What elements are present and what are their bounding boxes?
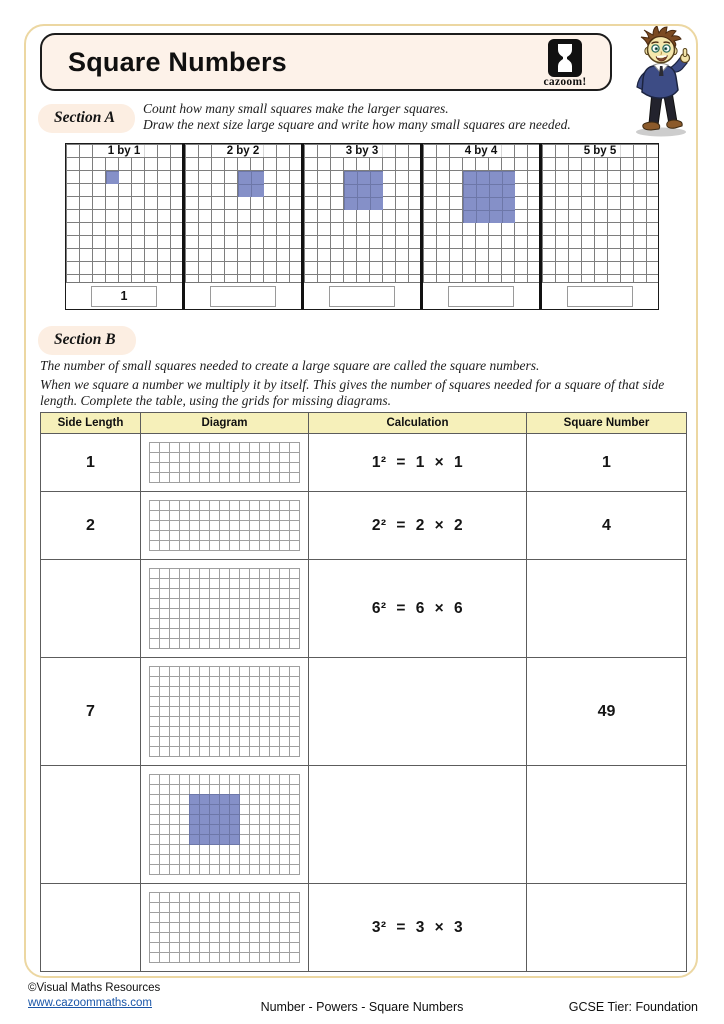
square-numbers-table [40,412,687,972]
square-number-cell: 1 [527,434,687,492]
calculation-cell[interactable] [309,766,527,884]
panel-grid [66,144,182,283]
table-header-row [41,413,687,434]
section-a-instructions [143,101,613,134]
grid-panel-4by4 [423,144,542,309]
shaded-square-4x4 [463,171,515,223]
panel-grid [185,144,301,283]
section-b-paragraph-2: When we square a number we multiply it by itself. This gives the number of squares needed for a square of that side length. Complete the table, using the grids for missing diagrams. [40,377,665,409]
panel-label: 2 by 2 [223,145,264,157]
table-row [41,658,687,766]
panel-answer-area [66,283,182,309]
side-length-cell: 1 [41,434,141,492]
answer-box[interactable] [210,286,276,307]
diagram-cell [141,658,309,766]
column-header-side-length: Side Length [41,413,141,434]
calculation-cell: 3² = 3 × 3 [309,884,527,972]
instruction-line-2: Draw the next size large square and write how many small squares are needed. [143,117,571,133]
panel-grid [542,144,658,283]
diagram-grid[interactable] [149,568,300,649]
calculation-cell[interactable] [309,658,527,766]
square-number-cell: 49 [527,658,687,766]
diagram-cell [141,560,309,658]
calculation-cell: 6² = 6 × 6 [309,560,527,658]
panel-answer-area [304,283,420,309]
grid-panel-3by3 [304,144,423,309]
side-length-cell[interactable] [41,884,141,972]
panel-label: 4 by 4 [461,145,502,157]
answer-box[interactable]: 1 [91,286,157,307]
diagram-grid[interactable] [149,442,300,483]
table-row [41,434,687,492]
grid-panel-1by1 [66,144,185,309]
calculation-cell: 1² = 1 × 1 [309,434,527,492]
footer-copyright: ©Visual Maths Resources [28,982,161,994]
column-header-square-number: Square Number [527,413,687,434]
diagram-grid[interactable] [149,774,300,875]
diagram-grid[interactable] [149,892,300,963]
shaded-square-3x3 [344,171,383,210]
column-header-diagram: Diagram [141,413,309,434]
panel-answer-area [423,283,539,309]
side-length-cell[interactable] [41,766,141,884]
section-b-label: Section B [38,326,136,355]
answer-box[interactable] [567,286,633,307]
answer-box[interactable] [329,286,395,307]
diagram-cell [141,434,309,492]
grid-panel-5by5 [542,144,658,309]
cazoom-logo [534,38,596,88]
section-b-paragraph-1: The number of small squares needed to create a large square are called the square numbers. [40,358,540,373]
footer-tier: GCSE Tier: Foundation [568,1000,698,1014]
diagram-cell [141,492,309,560]
side-length-cell: 2 [41,492,141,560]
table-row [41,560,687,658]
grid-panel-2by2 [185,144,304,309]
shaded-square-2x2 [238,171,264,197]
mascot-boy-thumbs-up [617,26,711,138]
panel-answer-area [542,283,658,309]
cazoom-hourglass-icon [547,38,583,78]
panel-grid [423,144,539,283]
side-length-cell[interactable] [41,560,141,658]
page-title: Square Numbers [68,46,287,77]
footer-website-link[interactable]: www.cazoommaths.com [28,997,152,1009]
section-a-grid-strip [65,143,659,310]
shaded-square-1x1 [106,171,119,184]
footer-topic: Number - Powers - Square Numbers [260,1000,464,1014]
calculation-cell: 2² = 2 × 2 [309,492,527,560]
panel-grid [304,144,420,283]
panel-label: 1 by 1 [104,145,145,157]
table-row [41,884,687,972]
answer-box[interactable] [448,286,514,307]
shaded-square-5x5 [189,794,240,845]
section-a-label: Section A [38,104,135,133]
table-row [41,766,687,884]
panel-label: 5 by 5 [580,145,621,157]
diagram-grid[interactable] [149,500,300,551]
square-number-cell: 4 [527,492,687,560]
square-number-cell[interactable] [527,884,687,972]
diagram-cell [141,766,309,884]
square-number-cell[interactable] [527,766,687,884]
cazoom-logo-text: cazoom! [543,76,587,88]
title-box [40,33,612,91]
square-number-cell[interactable] [527,560,687,658]
panel-answer-area [185,283,301,309]
diagram-cell [141,884,309,972]
diagram-grid[interactable] [149,666,300,757]
table-row [41,492,687,560]
column-header-calculation: Calculation [309,413,527,434]
instruction-line-1: Count how many small squares make the larger squares. [143,101,449,116]
panel-label: 3 by 3 [342,145,383,157]
side-length-cell: 7 [41,658,141,766]
